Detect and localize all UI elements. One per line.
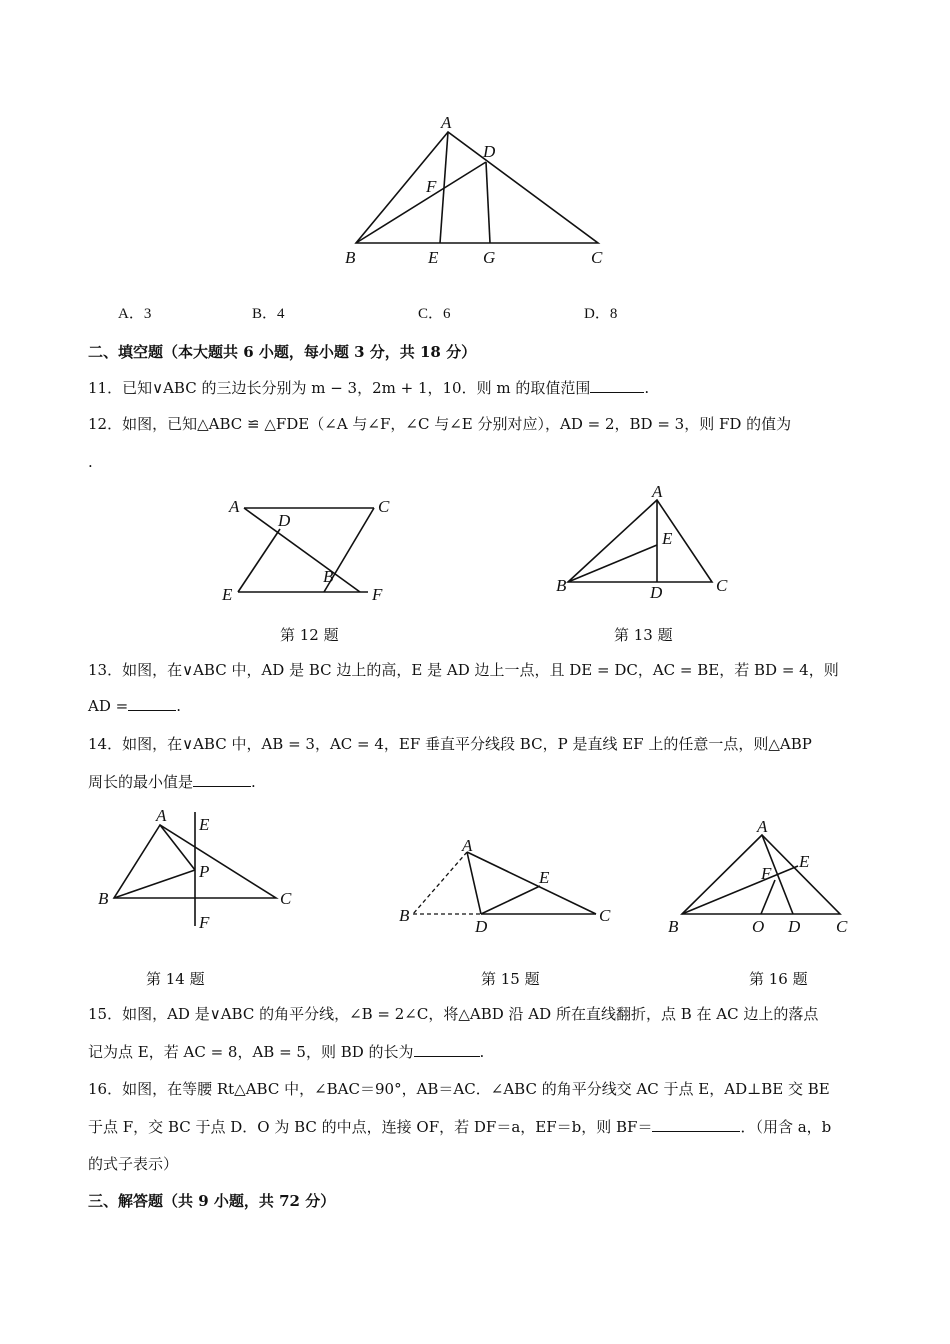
label-p: P (199, 862, 210, 881)
label-e: E (662, 529, 673, 548)
label-b: B (556, 576, 567, 595)
label-c: C (280, 889, 292, 908)
q14-prefix: 周长的最小值是 (88, 773, 194, 791)
section-3-heading: 三、解答题（共 9 小题，共 72 分） (88, 1192, 336, 1210)
label-e: E (428, 248, 439, 267)
label-a: A (757, 817, 768, 836)
question-15-line2 (88, 1042, 484, 1062)
label-d: D (788, 917, 801, 936)
label-c: C (591, 248, 603, 267)
label-f: F (761, 864, 772, 883)
question-13-line1: 13．如图，在∨ABC 中，AD 是 BC 边上的高，E 是 AD 边上一点，且 DE = DC，AC = BE，若 BD = 4，则 (88, 661, 839, 679)
label-e: E (539, 868, 550, 887)
question-11 (88, 378, 649, 398)
label-e: E (799, 852, 810, 871)
section-2-heading: 二、填空题（本大题共 6 小题，每小题 3 分，共 18 分） (88, 343, 477, 361)
question-16-line1: 16．如图，在等腰 Rt△ABC 中，∠BAC＝90°，AB＝AC．∠ABC 的角平分线交 AC 于点 E，AD⊥BE 交 BE (88, 1080, 830, 1098)
figure-12-caption: 第 12 题 (280, 626, 339, 644)
q13-end: . (176, 697, 181, 715)
figure-15-caption: 第 15 题 (481, 970, 540, 988)
figure-top (340, 110, 620, 270)
q11-end: . (644, 379, 650, 397)
label-d: D (278, 511, 291, 530)
label-a: A (441, 113, 452, 132)
q14-blank[interactable] (193, 772, 251, 787)
q13-blank[interactable] (128, 696, 176, 711)
q16-prefix: 于点 F，交 BC 于点 D．O 为 BC 的中点，连接 OF，若 DF＝a，EF＝b，则 BF＝ (88, 1118, 653, 1136)
label-a: A (462, 836, 473, 855)
question-13-line2 (88, 696, 181, 716)
label-e: E (222, 585, 233, 604)
question-16-line3: 的式子表示） (88, 1155, 179, 1173)
question-14-line1: 14．如图，在∨ABC 中，AB = 3，AC = 4，EF 垂直平分线段 BC，P 是直线 EF 上的任意一点，则△ABP (88, 735, 812, 753)
figure-14-caption: 第 14 题 (146, 970, 205, 988)
figure-13-caption: 第 13 题 (614, 626, 673, 644)
q15-end: . (479, 1043, 485, 1061)
option-a[interactable]: A．3 (118, 306, 152, 322)
option-d[interactable]: D．8 (584, 306, 618, 322)
segment-bd (356, 162, 486, 243)
label-c: C (836, 917, 848, 936)
q11-blank[interactable] (590, 378, 644, 393)
q14-end: . (251, 773, 256, 791)
label-a: A (652, 482, 663, 501)
question-12-line1: 12．如图，已知△ABC ≌ △FDE（∠A 与∠F，∠C 与∠E 分别对应），AD = 2，BD = 3，则 FD 的值为 (88, 415, 792, 433)
label-b: B (323, 567, 334, 586)
label-c: C (378, 497, 390, 516)
option-b[interactable]: B．4 (252, 306, 285, 322)
q16-suffix: ．（用含 a，b (740, 1118, 832, 1136)
label-b: B (668, 917, 679, 936)
figure-16 (665, 815, 865, 940)
question-15-line1: 15．如图，AD 是∨ABC 的角平分线，∠B = 2∠C，将△ABD 沿 AD 所在直线翻折，点 B 在 AC 边上的落点 (88, 1005, 819, 1023)
label-b: B (399, 906, 410, 925)
figure-14 (95, 805, 305, 935)
q15-blank[interactable] (414, 1042, 480, 1057)
question-16-line2 (88, 1117, 831, 1137)
label-c: C (599, 906, 611, 925)
label-e: E (199, 815, 210, 834)
q13-prefix: AD = (88, 697, 129, 715)
q11-text: 11．已知∨ABC 的三边长分别为 m − 3，2m + 1，10．则 m 的取值范围 (88, 379, 591, 397)
label-f: F (426, 177, 437, 196)
q16-blank[interactable] (652, 1117, 740, 1132)
label-f: F (372, 585, 383, 604)
label-a: A (229, 497, 240, 516)
label-a: A (156, 806, 167, 825)
label-d: D (483, 142, 496, 161)
label-d: D (475, 917, 488, 936)
figure-13 (552, 482, 732, 602)
option-c[interactable]: C．6 (418, 306, 451, 322)
figure-16-caption: 第 16 题 (749, 970, 808, 988)
triangle-abc (356, 132, 598, 243)
figure-12 (222, 495, 395, 605)
question-14-line2 (88, 772, 256, 792)
label-b: B (98, 889, 109, 908)
question-12-line2: . (88, 453, 93, 471)
label-b: B (345, 248, 356, 267)
label-f: F (199, 913, 210, 932)
label-o: O (752, 917, 765, 936)
q15-prefix: 记为点 E，若 AC = 8，AB = 5，则 BD 的长为 (88, 1043, 414, 1061)
segment-dg (486, 162, 490, 243)
label-g: G (483, 248, 496, 267)
label-c: C (716, 576, 728, 595)
figure-15 (398, 835, 618, 935)
label-d: D (650, 583, 663, 602)
